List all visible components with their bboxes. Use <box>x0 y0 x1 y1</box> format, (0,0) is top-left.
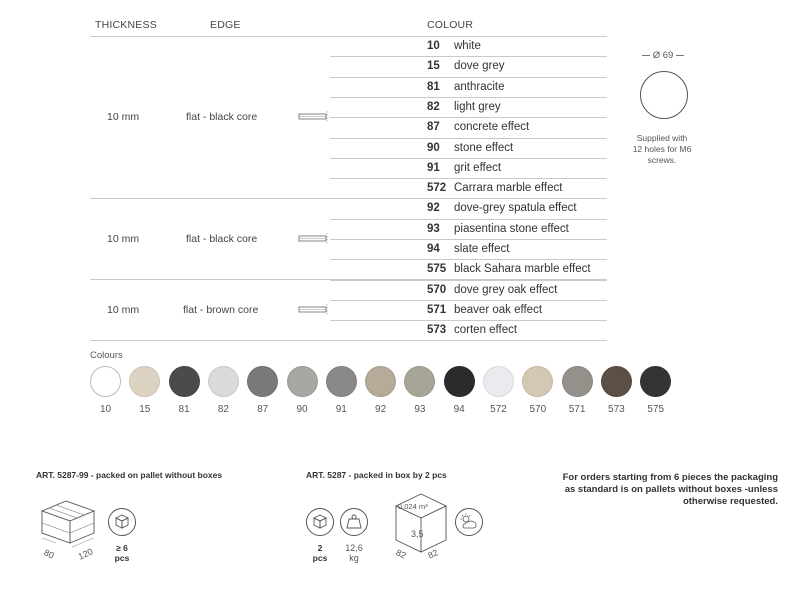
header-colour: COLOUR <box>427 19 474 31</box>
colour-code: 570 <box>427 283 447 296</box>
edge-profile-icon <box>298 303 330 317</box>
colour-row <box>427 219 607 239</box>
colour-name: concrete effect <box>454 121 530 134</box>
diameter-value: Ø 69 <box>652 50 674 61</box>
colour-code: 573 <box>427 324 447 337</box>
colour-swatch <box>640 366 671 397</box>
colour-row <box>427 239 607 259</box>
colour-name: black Sahara marble effect <box>454 263 591 276</box>
colour-code: 92 <box>427 202 440 215</box>
colour-row <box>427 138 607 158</box>
box-volume: 0,024 m³ <box>398 502 428 511</box>
colour-swatch <box>562 366 593 397</box>
weight-icon <box>339 507 369 537</box>
colour-name: white <box>454 40 481 52</box>
box-qty: 2 <box>317 543 323 553</box>
diameter-note-line: screws. <box>647 155 677 165</box>
swatch-label: 94 <box>453 404 465 415</box>
colour-name: dove-grey spatula effect <box>454 202 577 215</box>
colour-code: 15 <box>427 60 440 73</box>
colour-row <box>427 117 607 137</box>
swatch-label: 571 <box>568 404 586 415</box>
colour-code: 90 <box>427 141 440 154</box>
swatch-label: 570 <box>529 404 547 415</box>
colour-row <box>427 158 607 178</box>
swatch-label: 87 <box>257 404 269 415</box>
colour-name: slate effect <box>454 243 510 255</box>
swatch-label: 90 <box>296 404 308 415</box>
colour-row <box>427 36 607 56</box>
group-3-edge: flat - brown core <box>183 304 259 316</box>
colour-swatch <box>404 366 435 397</box>
colour-swatch <box>169 366 200 397</box>
box-qty-unit: pcs <box>312 553 328 563</box>
swatch-label: 573 <box>608 404 625 415</box>
colour-name: dove grey oak effect <box>454 283 558 296</box>
colour-swatch <box>601 366 632 397</box>
pallet-qty: ≥ 6 <box>116 543 128 553</box>
header-thickness: THICKNESS <box>95 19 157 31</box>
colour-swatch <box>247 366 278 397</box>
colour-code: 572 <box>427 182 447 195</box>
swatch-label: 10 <box>99 404 112 415</box>
colour-swatch <box>287 366 318 397</box>
packaging-note-line: For orders starting from 6 pieces the packaging <box>562 472 778 483</box>
colour-row <box>427 97 607 117</box>
colour-row <box>427 320 607 340</box>
colour-row <box>427 259 607 279</box>
colour-code: 93 <box>427 222 440 235</box>
colour-swatch <box>326 366 357 397</box>
colour-swatch <box>90 366 121 397</box>
diameter-circle <box>640 71 688 119</box>
colour-row <box>427 56 607 76</box>
colour-row <box>427 300 607 320</box>
box-weight: 12,6 <box>345 543 363 553</box>
colour-name: light grey <box>454 100 501 113</box>
diameter-label <box>637 50 689 61</box>
colour-row <box>427 178 607 198</box>
colour-code: 82 <box>427 100 440 113</box>
box-weight-unit: kg <box>349 553 359 563</box>
swatch-label: 15 <box>139 404 151 415</box>
colour-swatch <box>483 366 514 397</box>
colour-code: 10 <box>427 40 440 52</box>
group-1-thickness: 10 mm <box>107 111 140 123</box>
swatch-label: 92 <box>375 404 387 415</box>
colour-name: Carrara marble effect <box>454 182 563 195</box>
colour-code: 91 <box>427 161 440 174</box>
group-3-thickness: 10 mm <box>107 304 140 316</box>
pallet-dim-a: 80 <box>42 547 56 561</box>
edge-profile-icon <box>298 232 330 246</box>
colour-swatch <box>444 366 475 397</box>
colour-swatch <box>129 366 160 397</box>
swatch-label: 572 <box>490 404 507 415</box>
colour-code: 575 <box>427 263 447 276</box>
swatch-label: 93 <box>414 404 426 415</box>
colour-name: corten effect <box>454 324 518 337</box>
header-edge: EDGE <box>210 19 241 31</box>
group-1-edge: flat - black core <box>186 111 258 123</box>
colour-row <box>427 77 607 97</box>
colour-name: grit effect <box>454 161 502 174</box>
diameter-note <box>612 133 712 166</box>
colour-swatch <box>208 366 239 397</box>
swatch-label: 82 <box>217 404 229 415</box>
pieces-icon <box>107 507 137 537</box>
group-2-edge: flat - black core <box>186 233 258 245</box>
box-height: 3,5 <box>411 529 424 539</box>
colours-title: Colours <box>90 350 123 361</box>
colour-name: piasentina stone effect <box>454 222 569 235</box>
colour-code: 571 <box>427 303 447 316</box>
colour-name: dove grey <box>454 60 505 73</box>
colour-name: anthracite <box>454 80 505 93</box>
packaging-note-line: otherwise requested. <box>682 496 778 507</box>
pieces-icon <box>305 507 335 537</box>
diameter-note-line: Supplied with <box>636 133 688 143</box>
edge-profile-icon <box>298 110 330 124</box>
packaging-note <box>520 472 778 508</box>
colour-row <box>427 198 607 218</box>
swatch-label: 91 <box>335 404 347 415</box>
colour-name: beaver oak effect <box>454 303 543 316</box>
pallet-dim-b: 120 <box>76 546 95 562</box>
colour-swatch <box>365 366 396 397</box>
colour-name: stone effect <box>454 141 514 154</box>
packaging-note-line: as standard is on pallets without boxes -unless <box>564 484 778 495</box>
swatch-label: 81 <box>178 404 190 415</box>
colour-swatch <box>522 366 553 397</box>
pallet-qty-unit: pcs <box>114 553 130 563</box>
colour-code: 81 <box>427 80 440 93</box>
box-dim-b: 82 <box>426 547 440 561</box>
weather-icon <box>454 507 484 537</box>
swatch-label: 575 <box>647 404 665 415</box>
diameter-note-line: 12 holes for M6 <box>632 144 692 154</box>
colour-code: 87 <box>427 121 440 134</box>
colour-code: 94 <box>427 243 440 255</box>
box-dim-a: 82 <box>394 547 408 561</box>
group-2-thickness: 10 mm <box>107 233 140 245</box>
colour-row <box>427 280 607 300</box>
pallet-title: ART. 5287-99 - packed on pallet without boxes <box>36 470 223 480</box>
box-title: ART. 5287 - packed in box by 2 pcs <box>306 470 447 480</box>
